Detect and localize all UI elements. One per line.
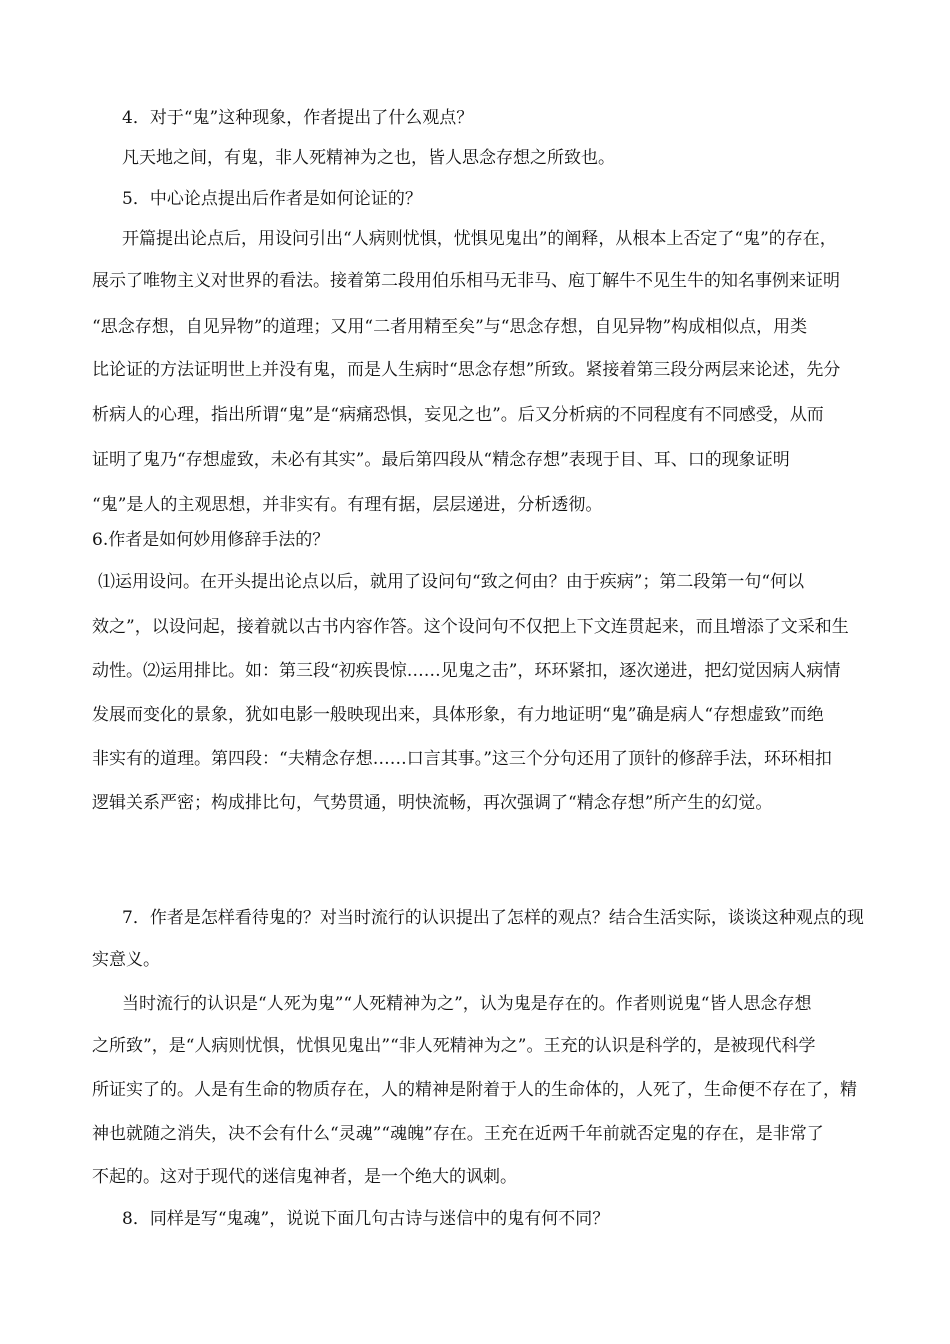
answer-7-line-4: 神也就随之消失，决不会有什么“灵魂”“魂魄”存在。王充在近两千年前就否定鬼的存在，是非常了 (92, 1124, 824, 1144)
answer-6-line-6: 逻辑关系严密；构成排比句，气势贯通，明快流畅，再次强调了“精念存想”所产生的幻觉。 (92, 793, 773, 813)
answer-7-line-2: 之所致”，是“人病则忧惧，忧惧见鬼出”“非人死精神为之”。王充的认识是科学的，是被现代科学 (92, 1036, 816, 1056)
question-6: 6.作者是如何妙用修辞手法的？ (92, 530, 330, 550)
answer-6-line-5: 非实有的道理。第四段：“夫精念存想……口言其事。”这三个分句还用了顶针的修辞手法，环环相扣 (92, 749, 832, 769)
answer-5-line-1: 开篇提出论点后，用设问引出“人病则忧惧，忧惧见鬼出”的阐释，从根本上否定了“鬼”的存在， (122, 229, 837, 249)
question-7-line-2: 实意义。 (92, 950, 160, 970)
question-4: 4．对于“鬼”这种现象，作者提出了什么观点？ (122, 108, 474, 128)
answer-5-line-3: “思念存想，自见异物”的道理；又用“二者用精至矣”与“思念存想，自见异物”构成相似点，用类 (92, 317, 808, 337)
answer-5-line-7: “鬼”是人的主观思想，并非实有。有理有据，层层递进，分析透彻。 (92, 495, 603, 515)
answer-5-line-2: 展示了唯物主义对世界的看法。接着第二段用伯乐相马无非马、庖丁解牛不见生牛的知名事例来证明 (92, 271, 840, 291)
answer-4: 凡天地之间，有鬼，非人死精神为之也，皆人思念存想之所致也。 (122, 148, 615, 168)
answer-7-line-3: 所证实了的。人是有生命的物质存在，人的精神是附着于人的生命体的，人死了，生命便不存在了，精 (92, 1080, 857, 1100)
question-7-line-1: 7．作者是怎样看待鬼的？对当时流行的认识提出了怎样的观点？结合生活实际，谈谈这种观点的现 (122, 908, 864, 928)
question-8: 8．同样是写“鬼魂”，说说下面几句古诗与迷信中的鬼有何不同？ (122, 1209, 610, 1229)
answer-6-line-3: 动性。⑵运用排比。如：第三段“初疾畏惊……见鬼之击”，环环紧扣，逐次递进，把幻觉因病人病情 (92, 661, 841, 681)
answer-7-line-5: 不起的。这对于现代的迷信鬼神者，是一个绝大的讽刺。 (92, 1167, 517, 1187)
answer-5-line-4: 比论证的方法证明世上并没有鬼，而是人生病时“思念存想”所致。紧接着第三段分两层来论述，先分 (92, 360, 841, 380)
answer-7-line-1: 当时流行的认识是“人死为鬼”“人死精神为之”，认为鬼是存在的。作者则说鬼“皆人思念存想 (122, 994, 812, 1014)
question-5: 5．中心论点提出后作者是如何论证的？ (122, 189, 422, 209)
answer-6-line-2: 效之”，以设问起，接着就以古书内容作答。这个设问句不仅把上下文连贯起来，而且增添了文采和生 (92, 617, 849, 637)
answer-6-line-4: 发展而变化的景象，犹如电影一般映现出来，具体形象，有力地证明“鬼”确是病人“存想虚致”而绝 (92, 705, 824, 725)
answer-5-line-5: 析病人的心理，指出所谓“鬼”是“病痛恐惧，妄见之也”。后又分析病的不同程度有不同感受，从而 (92, 405, 824, 425)
answer-6-line-1: ⑴运用设问。在开头提出论点以后，就用了设问句“致之何由？由于疾病”；第二段第一句“何以 (98, 572, 805, 592)
answer-5-line-6: 证明了鬼乃“存想虚致，未必有其实”。最后第四段从“精念存想”表现于目、耳、口的现象证明 (92, 450, 790, 470)
